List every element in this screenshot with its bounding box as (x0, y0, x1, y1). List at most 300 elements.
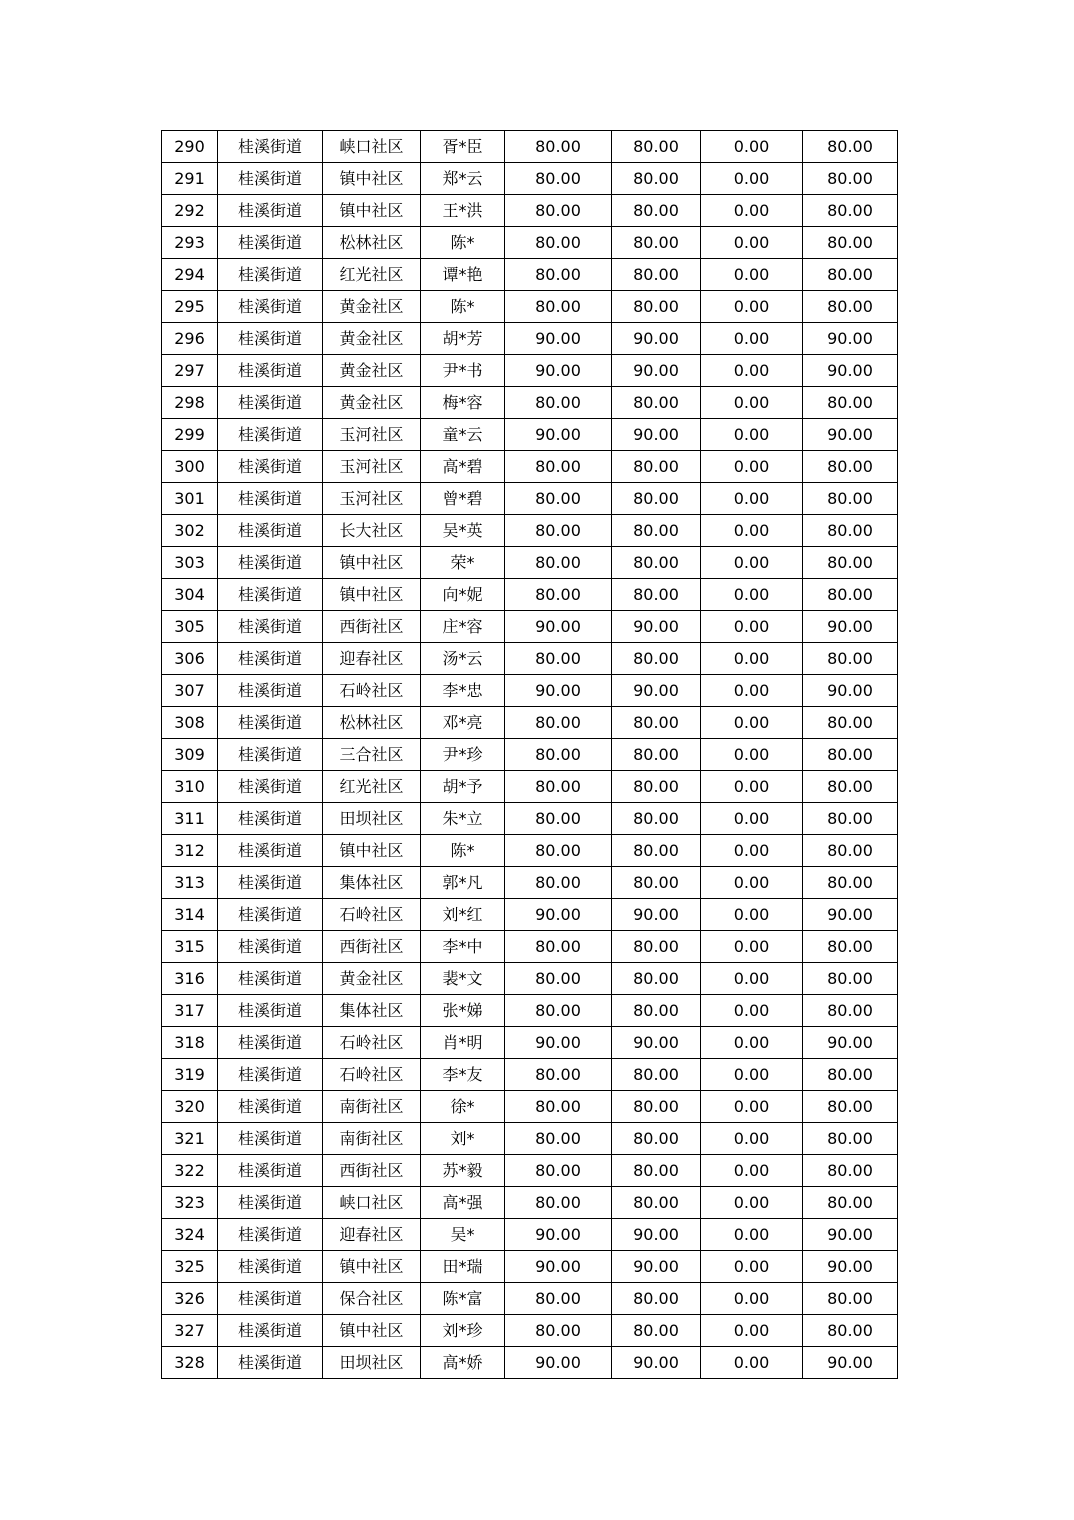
community-cell: 松林社区 (323, 707, 421, 739)
amount-c-cell: 0.00 (701, 419, 803, 451)
amount-c-cell: 0.00 (701, 1283, 803, 1315)
amount-b-cell: 90.00 (612, 611, 701, 643)
community-cell: 西街社区 (323, 931, 421, 963)
street-cell: 桂溪街道 (218, 1283, 323, 1315)
amount-a-cell: 80.00 (505, 995, 612, 1027)
table-row (162, 771, 898, 803)
amount-total-cell: 80.00 (803, 1123, 898, 1155)
table-row (162, 803, 898, 835)
amount-c-cell: 0.00 (701, 259, 803, 291)
amount-b-cell: 80.00 (612, 867, 701, 899)
row-number-cell: 316 (162, 963, 218, 995)
amount-b-cell: 80.00 (612, 163, 701, 195)
amount-total-cell: 80.00 (803, 131, 898, 163)
amount-a-cell: 80.00 (505, 931, 612, 963)
amount-total-cell: 90.00 (803, 1347, 898, 1379)
community-cell: 玉河社区 (323, 419, 421, 451)
amount-total-cell: 80.00 (803, 1155, 898, 1187)
street-cell: 桂溪街道 (218, 1091, 323, 1123)
amount-total-cell: 90.00 (803, 355, 898, 387)
amount-a-cell: 80.00 (505, 259, 612, 291)
amount-a-cell: 90.00 (505, 419, 612, 451)
community-cell: 镇中社区 (323, 163, 421, 195)
amount-total-cell: 90.00 (803, 419, 898, 451)
name-cell: 李*中 (421, 931, 505, 963)
community-cell: 镇中社区 (323, 1315, 421, 1347)
table-row (162, 323, 898, 355)
amount-b-cell: 90.00 (612, 675, 701, 707)
street-cell: 桂溪街道 (218, 355, 323, 387)
table-row (162, 675, 898, 707)
amount-b-cell: 90.00 (612, 1251, 701, 1283)
row-number-cell: 306 (162, 643, 218, 675)
amount-b-cell: 80.00 (612, 707, 701, 739)
records-table (161, 130, 898, 1379)
amount-a-cell: 80.00 (505, 803, 612, 835)
amount-a-cell: 90.00 (505, 899, 612, 931)
amount-a-cell: 80.00 (505, 515, 612, 547)
amount-c-cell: 0.00 (701, 1027, 803, 1059)
table-row (162, 291, 898, 323)
community-cell: 石岭社区 (323, 1027, 421, 1059)
street-cell: 桂溪街道 (218, 451, 323, 483)
name-cell: 吴*英 (421, 515, 505, 547)
community-cell: 石岭社区 (323, 899, 421, 931)
table-row (162, 611, 898, 643)
name-cell: 高*娇 (421, 1347, 505, 1379)
amount-a-cell: 80.00 (505, 1091, 612, 1123)
street-cell: 桂溪街道 (218, 1155, 323, 1187)
community-cell: 黄金社区 (323, 355, 421, 387)
community-cell: 迎春社区 (323, 643, 421, 675)
row-number-cell: 314 (162, 899, 218, 931)
amount-b-cell: 80.00 (612, 931, 701, 963)
community-cell: 镇中社区 (323, 195, 421, 227)
amount-c-cell: 0.00 (701, 195, 803, 227)
row-number-cell: 327 (162, 1315, 218, 1347)
amount-b-cell: 80.00 (612, 1283, 701, 1315)
amount-a-cell: 80.00 (505, 195, 612, 227)
table-row (162, 131, 898, 163)
row-number-cell: 291 (162, 163, 218, 195)
community-cell: 西街社区 (323, 611, 421, 643)
amount-c-cell: 0.00 (701, 131, 803, 163)
records-table-body (162, 131, 898, 1379)
amount-a-cell: 80.00 (505, 835, 612, 867)
name-cell: 庄*容 (421, 611, 505, 643)
community-cell: 红光社区 (323, 771, 421, 803)
row-number-cell: 324 (162, 1219, 218, 1251)
amount-total-cell: 80.00 (803, 1315, 898, 1347)
amount-c-cell: 0.00 (701, 867, 803, 899)
street-cell: 桂溪街道 (218, 963, 323, 995)
amount-b-cell: 80.00 (612, 259, 701, 291)
name-cell: 尹*书 (421, 355, 505, 387)
street-cell: 桂溪街道 (218, 739, 323, 771)
table-row (162, 1251, 898, 1283)
row-number-cell: 322 (162, 1155, 218, 1187)
amount-a-cell: 80.00 (505, 579, 612, 611)
street-cell: 桂溪街道 (218, 323, 323, 355)
amount-total-cell: 80.00 (803, 195, 898, 227)
amount-b-cell: 80.00 (612, 291, 701, 323)
name-cell: 胡*芳 (421, 323, 505, 355)
amount-c-cell: 0.00 (701, 355, 803, 387)
table-row (162, 195, 898, 227)
table-row (162, 387, 898, 419)
community-cell: 玉河社区 (323, 483, 421, 515)
row-number-cell: 326 (162, 1283, 218, 1315)
amount-a-cell: 80.00 (505, 1283, 612, 1315)
row-number-cell: 292 (162, 195, 218, 227)
table-row (162, 1155, 898, 1187)
row-number-cell: 299 (162, 419, 218, 451)
street-cell: 桂溪街道 (218, 1059, 323, 1091)
street-cell: 桂溪街道 (218, 515, 323, 547)
amount-a-cell: 90.00 (505, 1251, 612, 1283)
street-cell: 桂溪街道 (218, 803, 323, 835)
amount-c-cell: 0.00 (701, 739, 803, 771)
row-number-cell: 308 (162, 707, 218, 739)
amount-total-cell: 90.00 (803, 899, 898, 931)
name-cell: 梅*容 (421, 387, 505, 419)
amount-a-cell: 80.00 (505, 163, 612, 195)
table-row (162, 899, 898, 931)
amount-a-cell: 80.00 (505, 451, 612, 483)
street-cell: 桂溪街道 (218, 227, 323, 259)
row-number-cell: 313 (162, 867, 218, 899)
name-cell: 刘*红 (421, 899, 505, 931)
street-cell: 桂溪街道 (218, 1347, 323, 1379)
table-row (162, 451, 898, 483)
row-number-cell: 305 (162, 611, 218, 643)
amount-c-cell: 0.00 (701, 643, 803, 675)
name-cell: 汤*云 (421, 643, 505, 675)
community-cell: 西街社区 (323, 1155, 421, 1187)
street-cell: 桂溪街道 (218, 867, 323, 899)
street-cell: 桂溪街道 (218, 1219, 323, 1251)
amount-total-cell: 80.00 (803, 387, 898, 419)
street-cell: 桂溪街道 (218, 1187, 323, 1219)
name-cell: 裴*文 (421, 963, 505, 995)
amount-a-cell: 80.00 (505, 387, 612, 419)
amount-total-cell: 80.00 (803, 227, 898, 259)
table-row (162, 867, 898, 899)
community-cell: 红光社区 (323, 259, 421, 291)
row-number-cell: 321 (162, 1123, 218, 1155)
amount-a-cell: 90.00 (505, 611, 612, 643)
amount-b-cell: 80.00 (612, 547, 701, 579)
table-row (162, 1219, 898, 1251)
name-cell: 童*云 (421, 419, 505, 451)
amount-b-cell: 90.00 (612, 419, 701, 451)
amount-total-cell: 80.00 (803, 995, 898, 1027)
street-cell: 桂溪街道 (218, 1251, 323, 1283)
name-cell: 高*强 (421, 1187, 505, 1219)
name-cell: 李*忠 (421, 675, 505, 707)
amount-c-cell: 0.00 (701, 931, 803, 963)
table-row (162, 1091, 898, 1123)
amount-b-cell: 80.00 (612, 451, 701, 483)
amount-a-cell: 80.00 (505, 1059, 612, 1091)
amount-total-cell: 80.00 (803, 963, 898, 995)
amount-b-cell: 80.00 (612, 195, 701, 227)
community-cell: 镇中社区 (323, 547, 421, 579)
amount-c-cell: 0.00 (701, 1347, 803, 1379)
amount-b-cell: 80.00 (612, 1123, 701, 1155)
row-number-cell: 320 (162, 1091, 218, 1123)
community-cell: 镇中社区 (323, 1251, 421, 1283)
table-row (162, 1027, 898, 1059)
amount-b-cell: 80.00 (612, 835, 701, 867)
row-number-cell: 304 (162, 579, 218, 611)
amount-c-cell: 0.00 (701, 227, 803, 259)
amount-a-cell: 80.00 (505, 547, 612, 579)
amount-b-cell: 80.00 (612, 1091, 701, 1123)
street-cell: 桂溪街道 (218, 131, 323, 163)
name-cell: 刘*珍 (421, 1315, 505, 1347)
amount-total-cell: 80.00 (803, 291, 898, 323)
street-cell: 桂溪街道 (218, 1123, 323, 1155)
row-number-cell: 311 (162, 803, 218, 835)
amount-c-cell: 0.00 (701, 387, 803, 419)
amount-total-cell: 80.00 (803, 835, 898, 867)
amount-a-cell: 80.00 (505, 1155, 612, 1187)
name-cell: 陈*富 (421, 1283, 505, 1315)
name-cell: 朱*立 (421, 803, 505, 835)
row-number-cell: 298 (162, 387, 218, 419)
row-number-cell: 293 (162, 227, 218, 259)
amount-c-cell: 0.00 (701, 899, 803, 931)
community-cell: 田坝社区 (323, 803, 421, 835)
name-cell: 吴* (421, 1219, 505, 1251)
table-row (162, 483, 898, 515)
row-number-cell: 328 (162, 1347, 218, 1379)
amount-total-cell: 90.00 (803, 675, 898, 707)
amount-b-cell: 80.00 (612, 771, 701, 803)
amount-total-cell: 80.00 (803, 547, 898, 579)
amount-c-cell: 0.00 (701, 1123, 803, 1155)
amount-total-cell: 80.00 (803, 515, 898, 547)
amount-b-cell: 90.00 (612, 355, 701, 387)
community-cell: 黄金社区 (323, 323, 421, 355)
table-row (162, 1315, 898, 1347)
name-cell: 苏*毅 (421, 1155, 505, 1187)
amount-a-cell: 80.00 (505, 131, 612, 163)
amount-total-cell: 80.00 (803, 867, 898, 899)
street-cell: 桂溪街道 (218, 163, 323, 195)
street-cell: 桂溪街道 (218, 259, 323, 291)
table-row (162, 995, 898, 1027)
community-cell: 石岭社区 (323, 675, 421, 707)
amount-total-cell: 80.00 (803, 259, 898, 291)
table-row (162, 419, 898, 451)
table-row (162, 835, 898, 867)
amount-total-cell: 90.00 (803, 1219, 898, 1251)
amount-b-cell: 80.00 (612, 1059, 701, 1091)
name-cell: 陈* (421, 291, 505, 323)
community-cell: 保合社区 (323, 1283, 421, 1315)
amount-a-cell: 80.00 (505, 643, 612, 675)
amount-total-cell: 80.00 (803, 771, 898, 803)
amount-c-cell: 0.00 (701, 1091, 803, 1123)
street-cell: 桂溪街道 (218, 899, 323, 931)
amount-total-cell: 90.00 (803, 1027, 898, 1059)
street-cell: 桂溪街道 (218, 771, 323, 803)
row-number-cell: 317 (162, 995, 218, 1027)
community-cell: 玉河社区 (323, 451, 421, 483)
community-cell: 黄金社区 (323, 291, 421, 323)
row-number-cell: 303 (162, 547, 218, 579)
table-row (162, 515, 898, 547)
amount-c-cell: 0.00 (701, 451, 803, 483)
amount-total-cell: 80.00 (803, 739, 898, 771)
amount-c-cell: 0.00 (701, 483, 803, 515)
street-cell: 桂溪街道 (218, 483, 323, 515)
street-cell: 桂溪街道 (218, 579, 323, 611)
row-number-cell: 296 (162, 323, 218, 355)
amount-b-cell: 80.00 (612, 1315, 701, 1347)
street-cell: 桂溪街道 (218, 643, 323, 675)
amount-c-cell: 0.00 (701, 291, 803, 323)
name-cell: 尹*珍 (421, 739, 505, 771)
amount-b-cell: 80.00 (612, 643, 701, 675)
name-cell: 肖*明 (421, 1027, 505, 1059)
amount-b-cell: 80.00 (612, 803, 701, 835)
amount-c-cell: 0.00 (701, 579, 803, 611)
row-number-cell: 312 (162, 835, 218, 867)
community-cell: 南街社区 (323, 1123, 421, 1155)
amount-total-cell: 90.00 (803, 323, 898, 355)
row-number-cell: 310 (162, 771, 218, 803)
row-number-cell: 297 (162, 355, 218, 387)
amount-c-cell: 0.00 (701, 611, 803, 643)
amount-c-cell: 0.00 (701, 707, 803, 739)
amount-total-cell: 80.00 (803, 579, 898, 611)
amount-total-cell: 80.00 (803, 1187, 898, 1219)
amount-b-cell: 80.00 (612, 387, 701, 419)
name-cell: 曾*碧 (421, 483, 505, 515)
row-number-cell: 302 (162, 515, 218, 547)
name-cell: 荣* (421, 547, 505, 579)
community-cell: 镇中社区 (323, 579, 421, 611)
amount-a-cell: 90.00 (505, 323, 612, 355)
row-number-cell: 300 (162, 451, 218, 483)
amount-c-cell: 0.00 (701, 771, 803, 803)
row-number-cell: 325 (162, 1251, 218, 1283)
name-cell: 郭*凡 (421, 867, 505, 899)
amount-c-cell: 0.00 (701, 163, 803, 195)
amount-total-cell: 80.00 (803, 1283, 898, 1315)
row-number-cell: 309 (162, 739, 218, 771)
community-cell: 镇中社区 (323, 835, 421, 867)
amount-total-cell: 90.00 (803, 611, 898, 643)
amount-a-cell: 90.00 (505, 1219, 612, 1251)
row-number-cell: 290 (162, 131, 218, 163)
community-cell: 黄金社区 (323, 387, 421, 419)
amount-a-cell: 80.00 (505, 739, 612, 771)
amount-b-cell: 90.00 (612, 323, 701, 355)
community-cell: 田坝社区 (323, 1347, 421, 1379)
amount-a-cell: 80.00 (505, 227, 612, 259)
name-cell: 田*瑞 (421, 1251, 505, 1283)
amount-a-cell: 80.00 (505, 291, 612, 323)
table-row (162, 259, 898, 291)
row-number-cell: 294 (162, 259, 218, 291)
amount-a-cell: 80.00 (505, 963, 612, 995)
row-number-cell: 323 (162, 1187, 218, 1219)
amount-c-cell: 0.00 (701, 1219, 803, 1251)
row-number-cell: 301 (162, 483, 218, 515)
street-cell: 桂溪街道 (218, 675, 323, 707)
amount-total-cell: 80.00 (803, 803, 898, 835)
community-cell: 三合社区 (323, 739, 421, 771)
amount-total-cell: 80.00 (803, 483, 898, 515)
amount-b-cell: 90.00 (612, 1027, 701, 1059)
table-row (162, 1059, 898, 1091)
amount-total-cell: 80.00 (803, 707, 898, 739)
street-cell: 桂溪街道 (218, 1027, 323, 1059)
street-cell: 桂溪街道 (218, 835, 323, 867)
community-cell: 峡口社区 (323, 1187, 421, 1219)
amount-c-cell: 0.00 (701, 803, 803, 835)
community-cell: 峡口社区 (323, 131, 421, 163)
table-row (162, 1283, 898, 1315)
amount-c-cell: 0.00 (701, 1251, 803, 1283)
amount-c-cell: 0.00 (701, 1315, 803, 1347)
amount-total-cell: 80.00 (803, 1091, 898, 1123)
table-row (162, 963, 898, 995)
table-row (162, 1187, 898, 1219)
table-row (162, 707, 898, 739)
amount-a-cell: 90.00 (505, 1027, 612, 1059)
name-cell: 陈* (421, 835, 505, 867)
amount-a-cell: 80.00 (505, 1123, 612, 1155)
amount-c-cell: 0.00 (701, 675, 803, 707)
amount-a-cell: 80.00 (505, 483, 612, 515)
name-cell: 高*碧 (421, 451, 505, 483)
community-cell: 石岭社区 (323, 1059, 421, 1091)
amount-a-cell: 80.00 (505, 1315, 612, 1347)
community-cell: 长大社区 (323, 515, 421, 547)
community-cell: 集体社区 (323, 995, 421, 1027)
name-cell: 胡*予 (421, 771, 505, 803)
name-cell: 邓*亮 (421, 707, 505, 739)
name-cell: 向*妮 (421, 579, 505, 611)
row-number-cell: 307 (162, 675, 218, 707)
amount-b-cell: 80.00 (612, 227, 701, 259)
community-cell: 南街社区 (323, 1091, 421, 1123)
street-cell: 桂溪街道 (218, 931, 323, 963)
row-number-cell: 319 (162, 1059, 218, 1091)
amount-total-cell: 80.00 (803, 1059, 898, 1091)
amount-b-cell: 90.00 (612, 899, 701, 931)
amount-total-cell: 80.00 (803, 931, 898, 963)
amount-c-cell: 0.00 (701, 835, 803, 867)
name-cell: 徐* (421, 1091, 505, 1123)
amount-a-cell: 90.00 (505, 675, 612, 707)
amount-c-cell: 0.00 (701, 323, 803, 355)
table-row (162, 1123, 898, 1155)
street-cell: 桂溪街道 (218, 707, 323, 739)
community-cell: 集体社区 (323, 867, 421, 899)
name-cell: 胥*臣 (421, 131, 505, 163)
amount-a-cell: 90.00 (505, 355, 612, 387)
amount-c-cell: 0.00 (701, 1187, 803, 1219)
name-cell: 李*友 (421, 1059, 505, 1091)
street-cell: 桂溪街道 (218, 291, 323, 323)
table-row (162, 579, 898, 611)
